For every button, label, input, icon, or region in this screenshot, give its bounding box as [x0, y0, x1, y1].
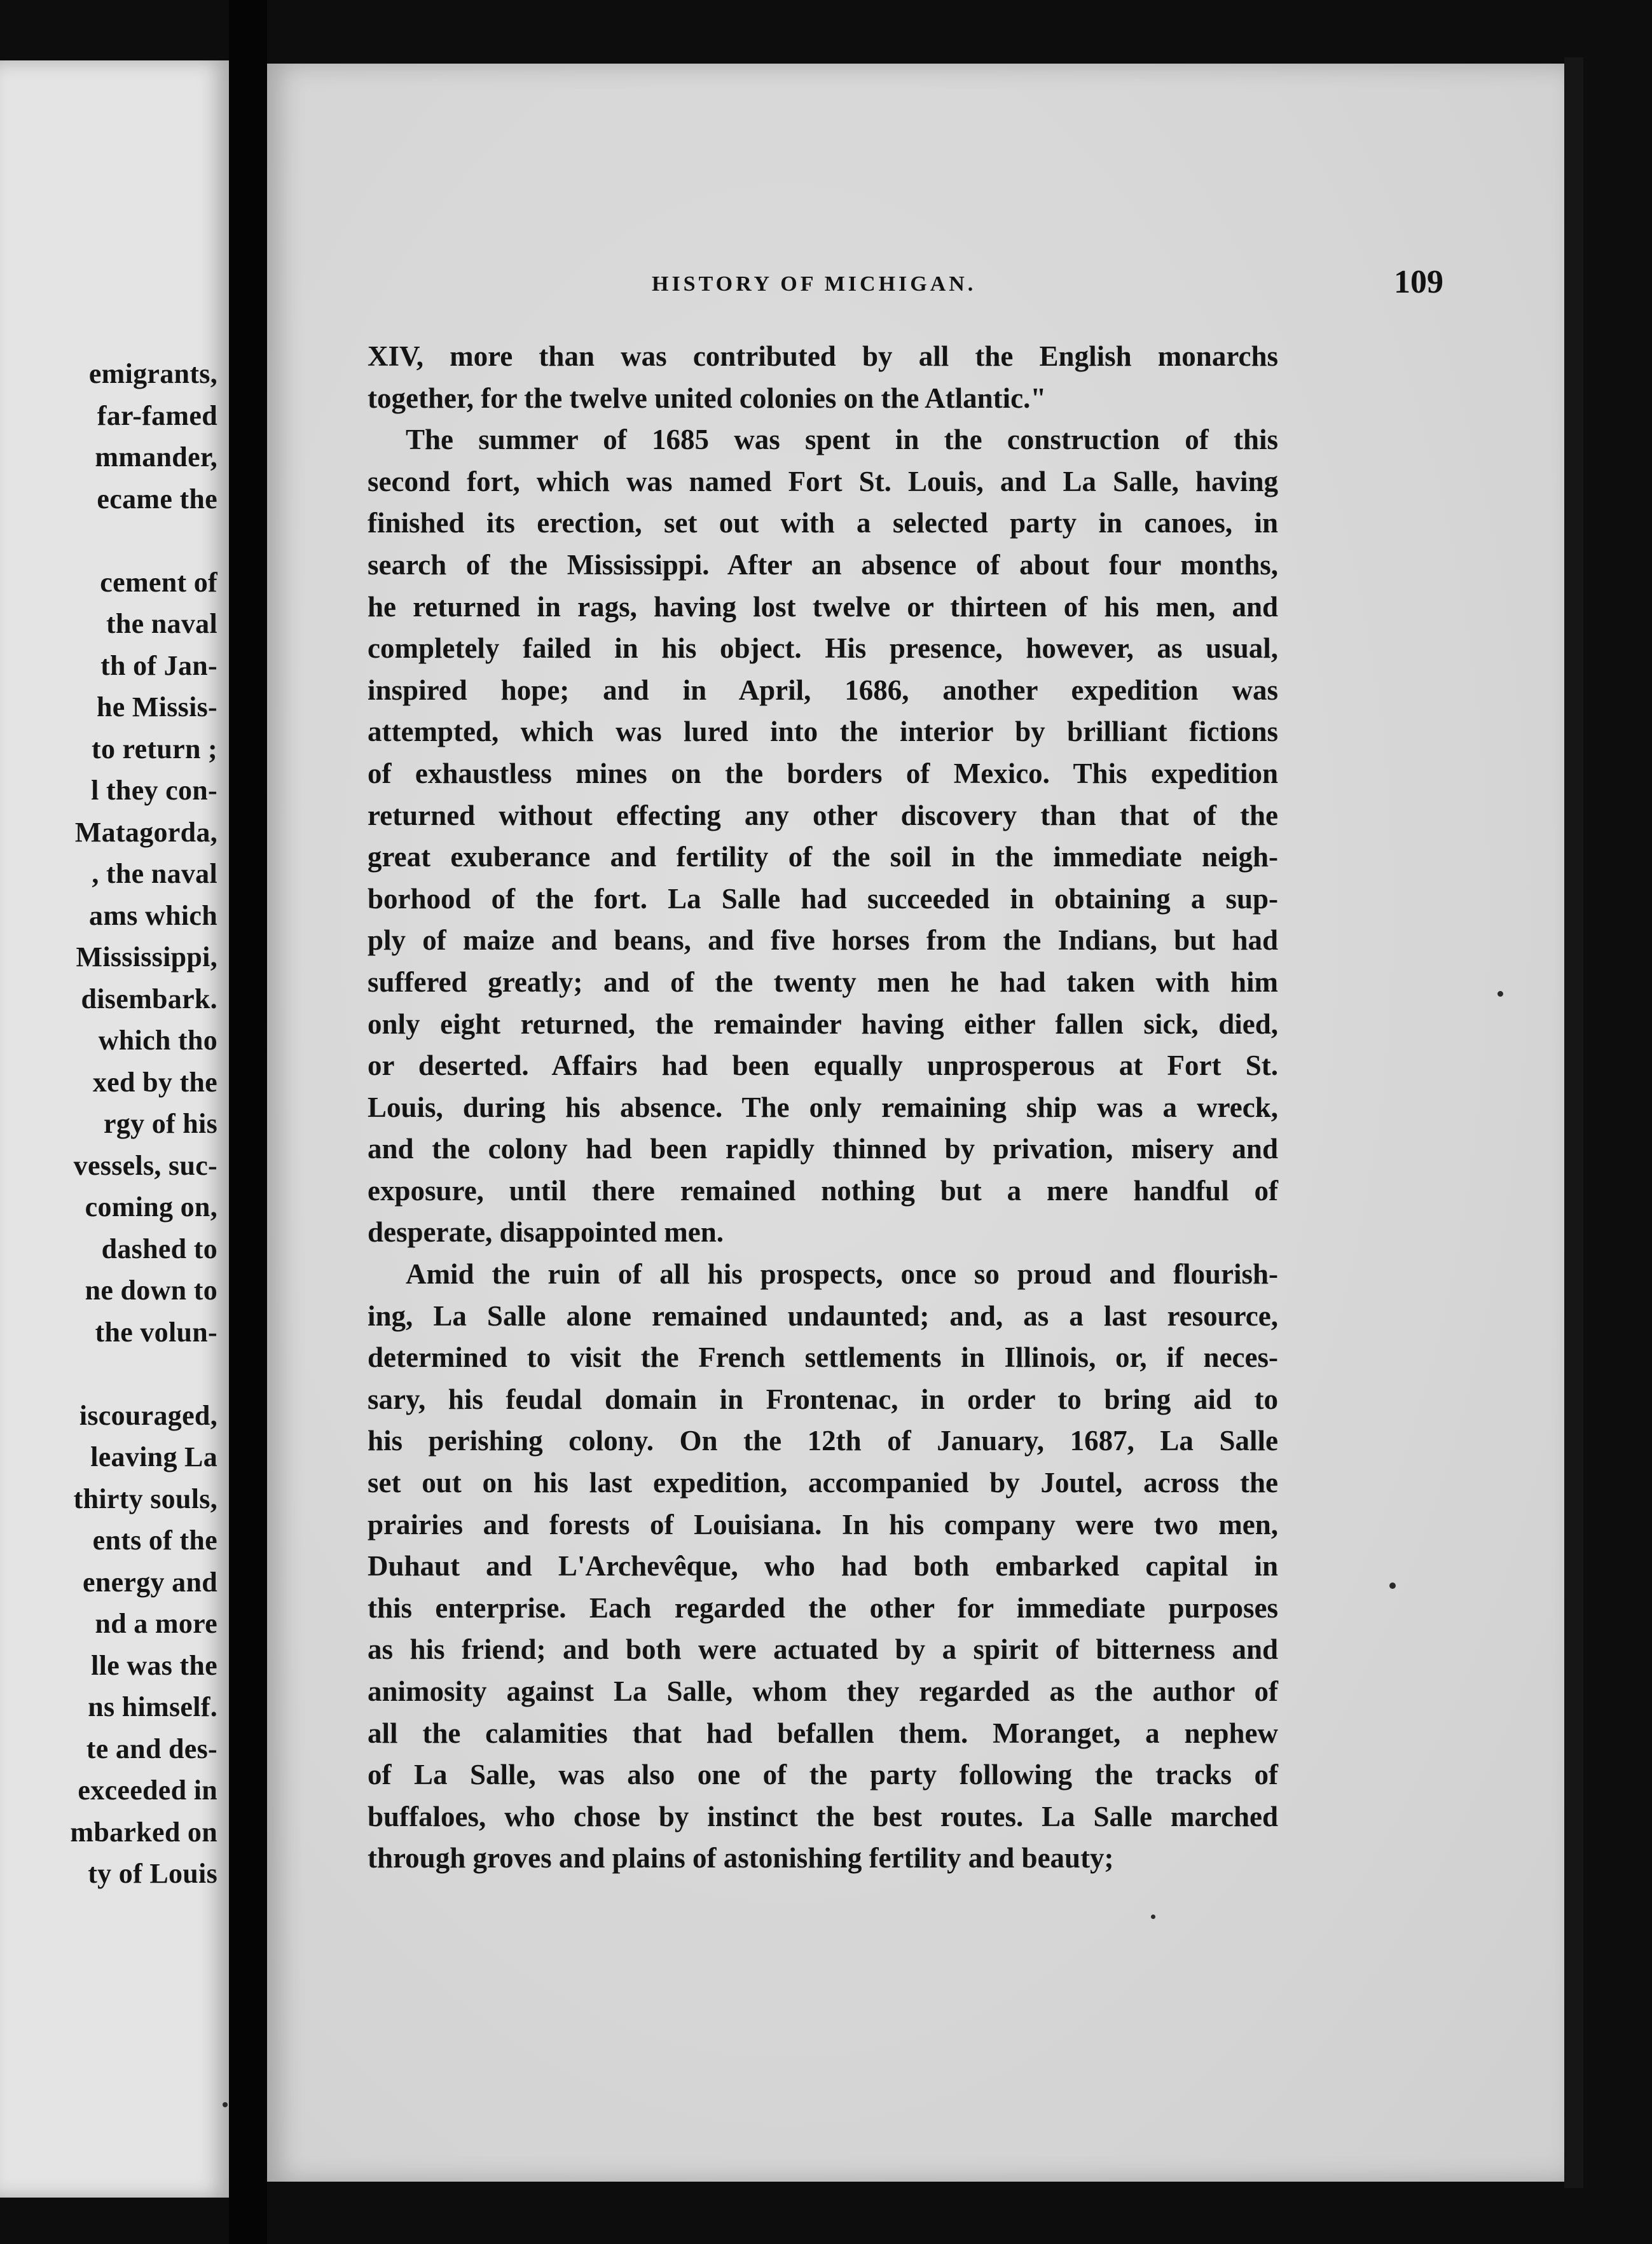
previous-page-line: ecame the — [97, 483, 217, 515]
text-line: Louis, during his absence. The only remaining ship was a wreck, — [368, 1091, 1278, 1123]
text-line: and the colony had been rapidly thinned by privation, misery and — [368, 1133, 1278, 1165]
previous-page-line: the naval — [106, 608, 217, 639]
text-line: suffered greatly; and of the twenty men he had taken with him — [368, 966, 1278, 998]
previous-page-line: energy and — [83, 1566, 217, 1598]
text-line: or deserted. Affairs had been equally unprosperous at Fort St. — [368, 1049, 1278, 1082]
previous-page-line: ty of Louis — [88, 1858, 217, 1889]
previous-page-line: Matagorda, — [74, 816, 217, 848]
previous-page-line — [0, 520, 217, 562]
text-line: search of the Mississippi. After an absence of about four months, — [368, 548, 1278, 581]
page-edge-shadow — [1564, 57, 1583, 2188]
book-gutter — [229, 0, 267, 2244]
text-line: only eight returned, the remainder having either fallen sick, died, — [368, 1008, 1278, 1040]
text-line: animosity against La Salle, whom they regarded as the author of — [368, 1675, 1278, 1707]
previous-page-line: ns himself. — [88, 1691, 217, 1722]
text-line: through groves and plains of astonishing fertility and beauty; — [368, 1842, 1114, 1874]
text-line: sary, his feudal domain in Frontenac, in order to bring aid to — [368, 1383, 1278, 1415]
running-title: HISTORY OF MICHIGAN. — [652, 272, 977, 296]
previous-page-line: to return ; — [92, 733, 217, 765]
previous-page-line: cement of — [100, 566, 217, 598]
scan-speck — [1497, 991, 1503, 997]
text-line: borhood of the fort. La Salle had succeeded in obtaining a sup- — [368, 882, 1278, 915]
text-line: exposure, until there remained nothing but a mere handful of — [368, 1174, 1278, 1207]
previous-page-line: which tho — [98, 1025, 217, 1056]
previous-page-line: , the naval — [92, 858, 217, 889]
running-head — [382, 264, 1443, 312]
page-number: 109 — [1394, 264, 1443, 300]
previous-page-line: mmander, — [95, 441, 217, 473]
text-line: XIV, more than was contributed by all the English monarchs — [368, 340, 1278, 372]
text-line: of La Salle, was also one of the party following the tracks of — [368, 1759, 1278, 1791]
previous-page-fragment — [0, 60, 229, 2198]
previous-page-line: l they con- — [91, 775, 217, 806]
text-line: The summer of 1685 was spent in the construction of this — [406, 424, 1278, 456]
previous-page-line: ne down to — [85, 1275, 217, 1306]
text-line: finished its erection, set out with a selected party in canoes, in — [368, 507, 1278, 539]
text-line: he returned in rags, having lost twelve or thirteen of his men, and — [368, 590, 1278, 623]
previous-page-line: iscouraged, — [79, 1399, 217, 1431]
previous-page-line — [0, 1353, 217, 1395]
text-line: of exhaustless mines on the borders of Mexico. This expedition — [368, 757, 1278, 789]
previous-page-line: ams which — [89, 899, 217, 931]
previous-page-line: disembark. — [81, 983, 217, 1015]
text-line: inspired hope; and in April, 1686, another expedition was — [368, 674, 1278, 706]
text-line: second fort, which was named Fort St. Louis, and La Salle, having — [368, 465, 1278, 497]
text-line: this enterprise. Each regarded the other for immediate purposes — [368, 1591, 1278, 1624]
body-text — [368, 336, 1278, 1880]
previous-page-line: th of Jan- — [100, 649, 217, 681]
previous-page-text — [0, 353, 217, 1895]
previous-page-line: xed by the — [92, 1066, 217, 1098]
text-line: great exuberance and fertility of the soil in the immediate neigh- — [368, 841, 1278, 873]
previous-page-line: Mississippi, — [76, 941, 217, 973]
previous-page-line: lle was the — [91, 1649, 217, 1681]
previous-page-line: he Missis- — [97, 691, 217, 723]
previous-page-line: ents of the — [92, 1525, 217, 1556]
scan-speck — [1389, 1583, 1396, 1589]
text-line: determined to visit the French settlements in Illinois, or, if neces- — [368, 1341, 1278, 1374]
previous-page-line: leaving La — [90, 1441, 217, 1472]
text-line: returned without effecting any other discovery than that of the — [368, 799, 1278, 831]
text-line: ing, La Salle alone remained undaunted; and, as a last resource, — [368, 1299, 1278, 1332]
previous-page-line: the volun- — [95, 1316, 217, 1348]
previous-page-line: exceeded in — [78, 1775, 217, 1806]
previous-page-line: emigrants, — [88, 358, 217, 389]
text-line: Amid the ruin of all his prospects, once so proud and flourish- — [406, 1258, 1278, 1291]
text-line: as his friend; and both were actuated by a spirit of bitterness and — [368, 1633, 1278, 1666]
text-line: his perishing colony. On the 12th of January, 1687, La Salle — [368, 1425, 1278, 1457]
text-line: prairies and forests of Louisiana. In his company were two men, — [368, 1508, 1278, 1541]
text-line: desperate, disappointed men. — [368, 1216, 724, 1249]
previous-page-line: thirty souls, — [73, 1483, 217, 1514]
previous-page-line: te and des- — [86, 1733, 217, 1764]
text-line: Duhaut and L'Archevêque, who had both embarked capital in — [368, 1550, 1278, 1583]
text-line: all the calamities that had befallen them. Moranget, a nephew — [368, 1717, 1278, 1749]
text-line: together, for the twelve united colonies on the Atlantic." — [368, 382, 1047, 414]
previous-page-line: vessels, suc- — [73, 1149, 217, 1181]
text-line: completely failed in his object. His presence, however, as usual, — [368, 632, 1278, 665]
previous-page-line: dashed to — [101, 1233, 217, 1264]
previous-page-line: mbarked on — [70, 1816, 217, 1848]
previous-page-line: nd a more — [95, 1608, 217, 1639]
text-line: attempted, which was lured into the interior by brilliant fictions — [368, 716, 1278, 748]
scan-speck — [223, 2102, 228, 2107]
text-line: set out on his last expedition, accompanied by Joutel, across the — [368, 1467, 1278, 1499]
previous-page-line: rgy of his — [104, 1108, 217, 1139]
previous-page-line: coming on, — [85, 1191, 217, 1222]
text-line: ply of maize and beans, and five horses from the Indians, but had — [368, 924, 1278, 957]
text-line: buffaloes, who chose by instinct the best routes. La Salle marched — [368, 1800, 1278, 1832]
scan-speck — [1151, 1915, 1155, 1919]
previous-page-line: far-famed — [97, 399, 217, 431]
